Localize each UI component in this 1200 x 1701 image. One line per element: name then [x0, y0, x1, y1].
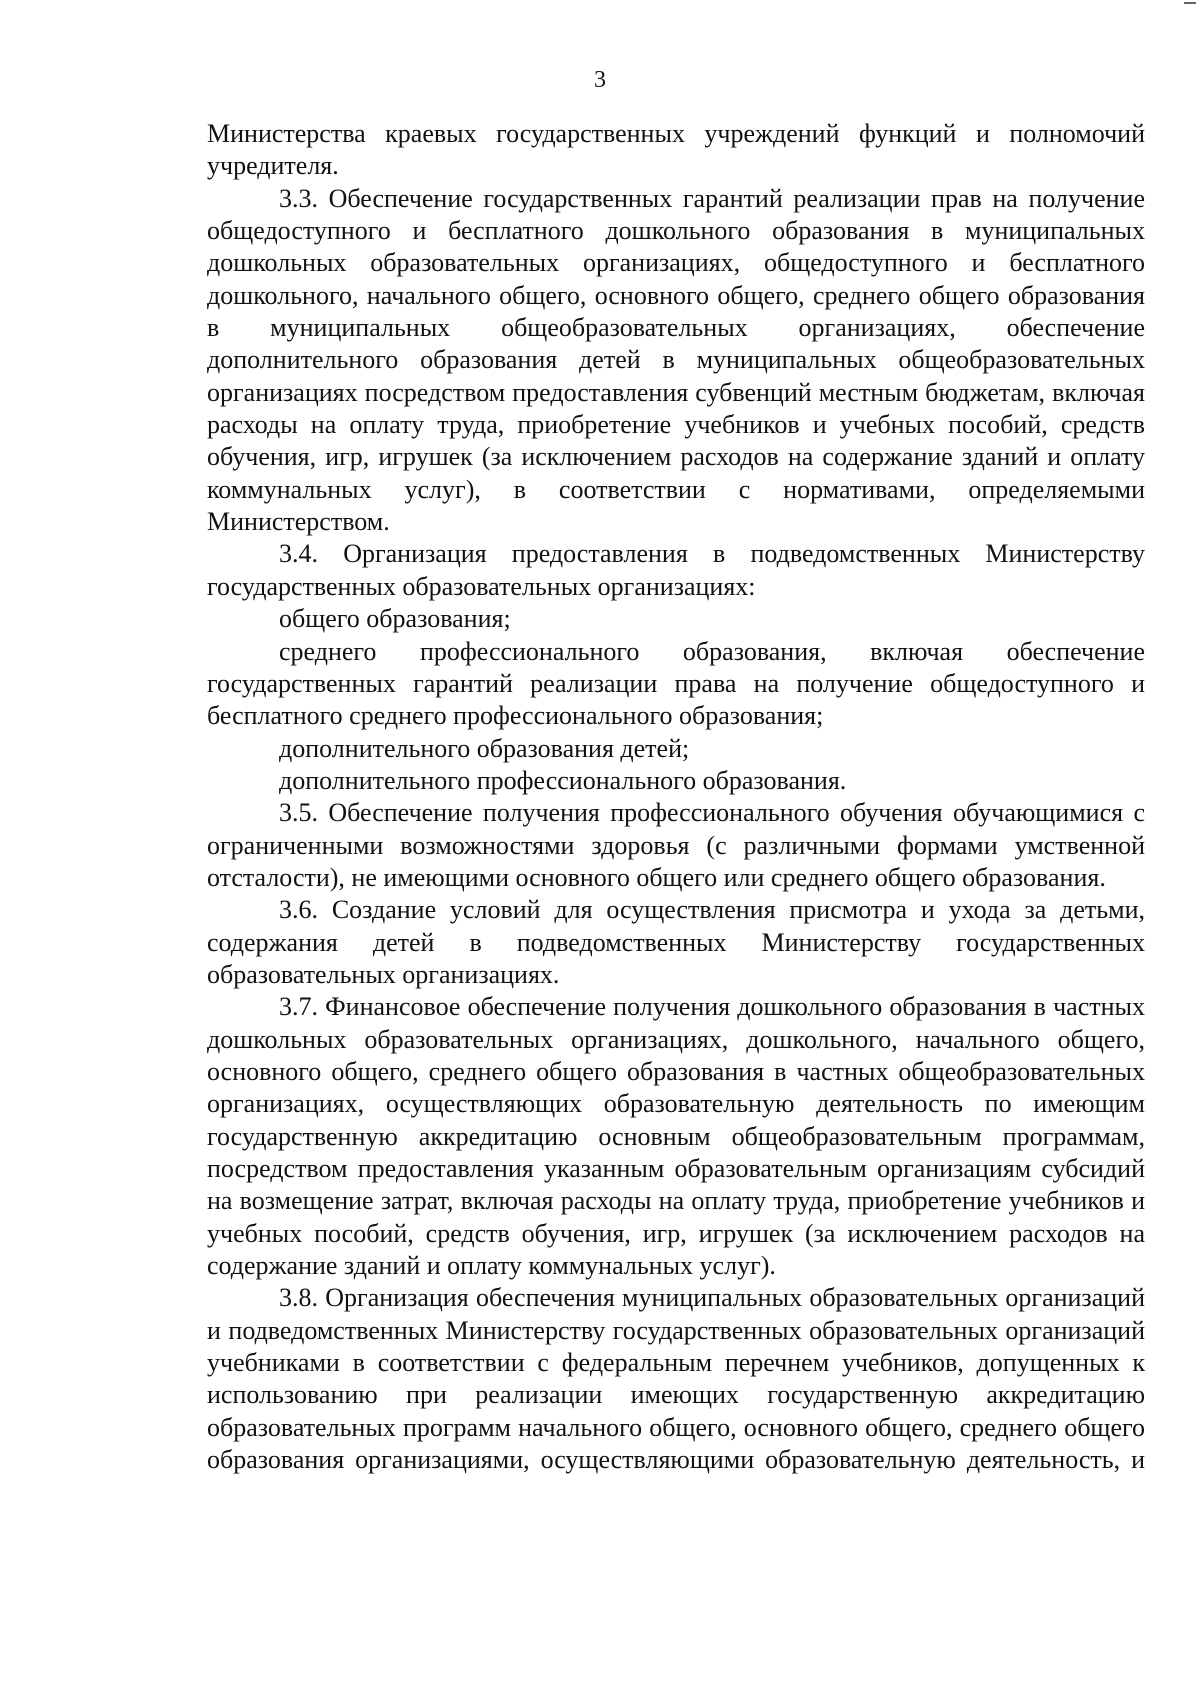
paragraph: 3.6. Создание условий для осуществления присмотра и ухода за детьми, содержания детей в подведомственных Министерству государственных образовательных организациях.: [207, 895, 1145, 989]
paragraph: Министерства краевых государственных учреждений функций и полномочий учредителя.: [207, 119, 1145, 181]
paragraph: 3.4. Организация предоставления в подведомственных Министерству государственных образовательных организациях:: [207, 539, 1145, 601]
page-number: 3: [594, 67, 606, 93]
paragraph: общего образования;: [279, 604, 511, 634]
paragraph: 3.3. Обеспечение государственных гарантий реализации прав на получение общедоступного и бесплатного дошкольного образования в муниципальных дошкольных образовательных организациях, общедоступного и бесплатного дошкольного, начального общего, основного общего, среднего общего образования в муниципальных общеобразовательных организациях, обеспечение дополнительного образования детей в муниципальных общеобразовательных организациях посредством предоставления субвенций местным бюджетам, включая расходы на оплату труда, приобретение учебников и учебных пособий, средств обучения, игр, игрушек (за исключением расходов на содержание зданий и оплату коммунальных услуг), в соответствии с нормативами, определяемыми Министерством.: [207, 183, 1145, 537]
document-body: [207, 118, 1145, 1476]
paragraph: 3.8. Организация обеспечения муниципальных образовательных организаций и подведомственных Министерству государственных образовательных организаций учебниками в соответствии с федеральным перечнем учебников, допущенных к использованию при реализации имеющих государственную аккредитацию образовательных программ начального общего, основного общего, среднего общего образования организациями, осуществляющими образовательную деятельность, и: [207, 1283, 1145, 1475]
paragraph: дополнительного образования детей;: [279, 733, 690, 763]
paragraph: среднего профессионального образования, включая обеспечение государственных гарантий реализации права на получение общедоступного и бесплатного среднего профессионального образования;: [207, 636, 1145, 731]
paragraph: 3.7. Финансовое обеспечение получения дошкольного образования в частных дошкольных образовательных организациях, дошкольного, начального общего, основного общего, среднего общего образования в частных общеобразовательных организациях, осуществляющих образовательную деятельность по имеющим государственную аккредитацию основным общеобразовательным программам, посредством предоставления указанным образовательным организациям субсидий на возмещение затрат, включая расходы на оплату труда, приобретение учебников и учебных пособий, средств обучения, игр, игрушек (за исключением расходов на содержание зданий и оплату коммунальных услуг).: [207, 992, 1145, 1281]
scan-corner-mark: [1184, 2, 1196, 4]
paragraph: дополнительного профессионального образования.: [279, 765, 847, 795]
paragraph: 3.5. Обеспечение получения профессионального обучения обучающимися с ограниченными возможностями здоровья (с различными формами умственной отсталости), не имеющими основного общего или среднего общего образования.: [207, 798, 1145, 892]
